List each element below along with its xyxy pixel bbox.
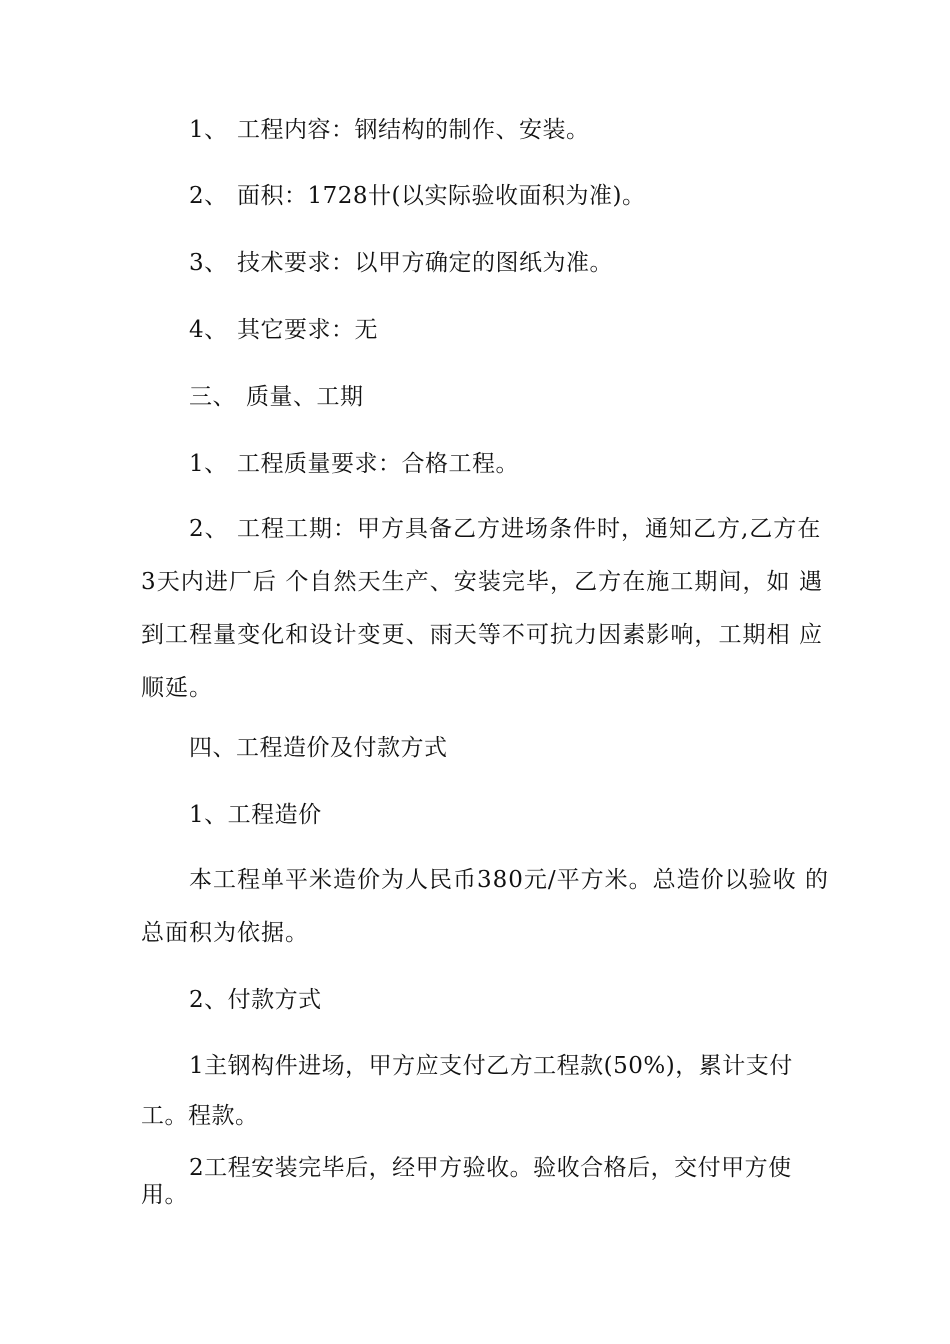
item-number: 3、 xyxy=(189,250,228,276)
item-text: 工程内容：钢结构的制作、安装。 xyxy=(237,117,590,143)
section-heading-4: 四、工程造价及付款方式 xyxy=(189,735,448,761)
item-3 xyxy=(189,248,613,278)
item-text: 面积：1728卄(以实际验收面积为准)。 xyxy=(237,183,646,209)
item-1 xyxy=(189,115,590,145)
item-number: 4、 xyxy=(189,317,228,343)
payment-clause-1-continued: 工。程款。 xyxy=(141,1103,259,1129)
payment-clause-2: 2工程安装完毕后，经甲方验收。验收合格后，交付甲方使 xyxy=(189,1155,792,1181)
item-text: 技术要求：以甲方确定的图纸为准。 xyxy=(237,250,613,276)
price-heading: 1、工程造价 xyxy=(189,802,322,828)
paragraph-line: 总面积为依据。 xyxy=(141,920,309,946)
payment-clause-1: 1主钢构件进场，甲方应支付乙方工程款(50%)，累计支付 xyxy=(189,1053,793,1079)
item-4 xyxy=(189,315,378,345)
item-number: 2、 xyxy=(189,516,229,542)
section-number: 三、 xyxy=(189,384,236,410)
payment-heading: 2、付款方式 xyxy=(189,987,322,1013)
item-number: 1、 xyxy=(189,117,228,143)
quality-requirement xyxy=(189,449,519,479)
item-number: 2、 xyxy=(189,183,228,209)
item-number: 1、 xyxy=(189,451,228,477)
section-heading-3 xyxy=(189,382,364,412)
paragraph-line: 3天内进厂后 个自然天生产、安装完毕，乙方在施工期间，如 遇 xyxy=(141,569,823,595)
paragraph-line xyxy=(141,503,823,556)
paragraph-line: 顺延。 xyxy=(141,675,213,701)
item-text: 其它要求：无 xyxy=(237,317,378,343)
payment-clause-2-continued: 用。 xyxy=(141,1182,188,1208)
item-2 xyxy=(189,181,645,211)
construction-period-paragraph xyxy=(141,503,823,715)
paragraph-text: 工程工期：甲方具备乙方进场条件时，通知乙方,乙方在 xyxy=(237,516,822,542)
item-text: 工程质量要求：合格工程。 xyxy=(237,451,519,477)
paragraph-line: 到工程量变化和设计变更、雨天等不可抗力因素影响，工期相 应 xyxy=(141,622,823,648)
paragraph-line: 本工程单平米造价为人民币380元/平方米。总造价以验收 的 xyxy=(189,867,829,893)
section-title: 质量、工期 xyxy=(246,384,364,410)
price-paragraph xyxy=(141,854,829,960)
